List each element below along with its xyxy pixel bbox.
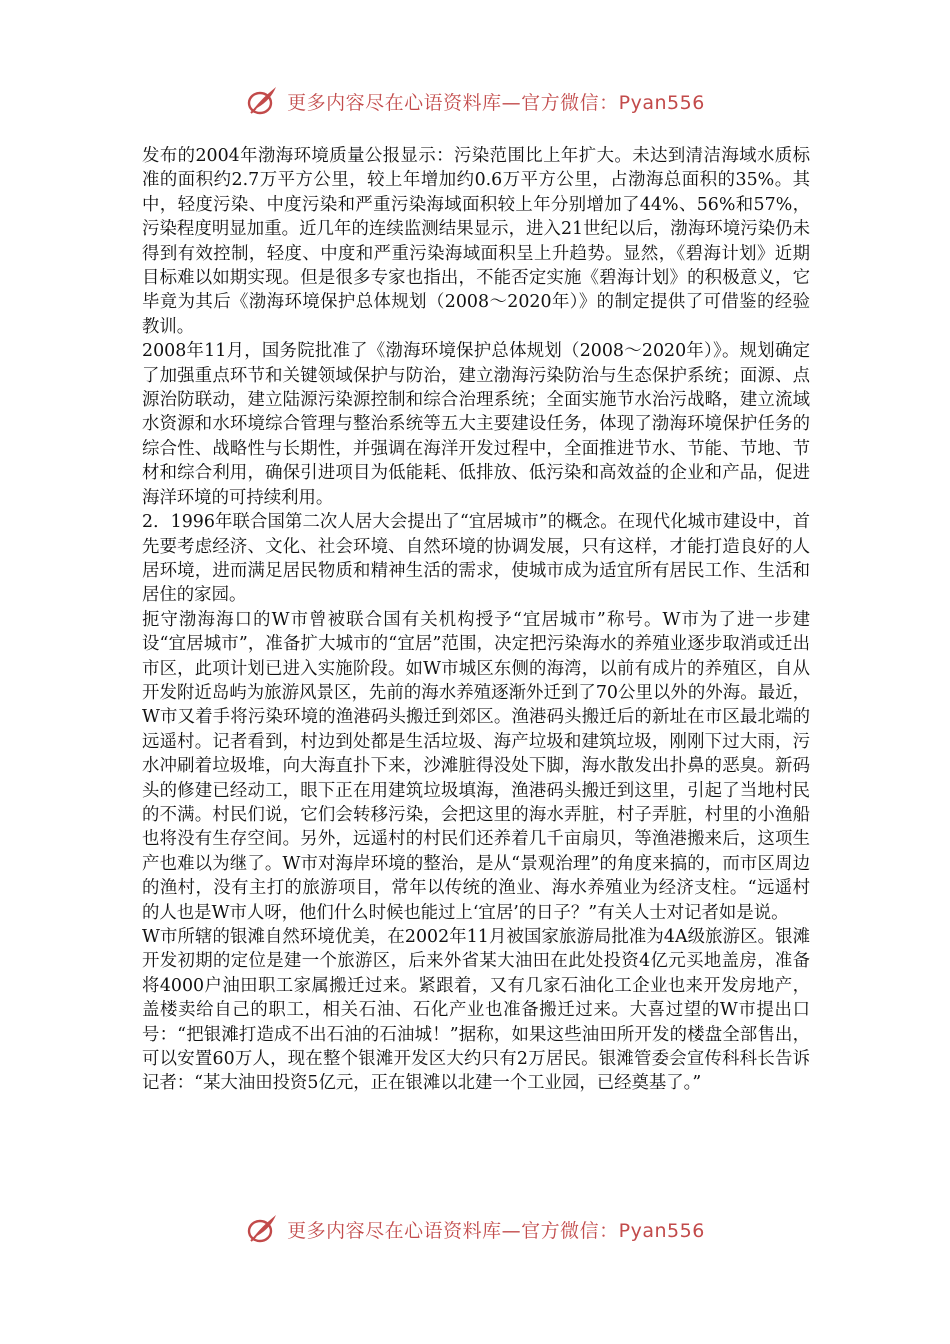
paragraph-livable-city-concept: 2．1996年联合国第二次人居大会提出了“宜居城市”的概念。在现代化城市建设中，首先要考虑经济、文化、社会环境、自然环境的协调发展，只有这样，才能打造良好的人居环境，进而满足居民物质和精神生活的需求，使城市成为适宜所有居民工作、生活和居住的家园。	[142, 512, 810, 606]
quill-logo-icon	[245, 84, 279, 118]
footer-watermark	[0, 1212, 950, 1246]
document-body	[142, 144, 810, 1096]
watermark-text: 更多内容尽在心语资料库—官方微信：Pyan556	[287, 1219, 705, 1242]
paragraph-w-city-relocation: 扼守渤海海口的W市曾被联合国有关机构授予“宜居城市”称号。W市为了进一步建设“宜居城市”，准备扩大城市的“宜居”范围，决定把污染海水的养殖业逐步取消或迁出市区，此项计划已进入实施阶段。如W市城区东侧的海湾，以前有成片的养殖区，自从开发附近岛屿为旅游风景区，先前的海水养殖逐渐外迁到了70公里以外的外海。最近，W市又着手将污染环境的渔港码头搬迁到郊区。渔港码头搬迁后的新址在市区最北端的远遥村。记者看到，村边到处都是生活垃圾、海产垃圾和建筑垃圾，刚刚下过大雨，污水冲刷着垃圾堆，向大海直扑下来，沙滩脏得没处下脚，海水散发出扑鼻的恶臭。新码头的修建已经动工，眼下正在用建筑垃圾填海，渔港码头搬迁到这里，引起了当地村民的不满。村民们说，它们会转移污染，会把这里的海水弄脏，村子弄脏，村里的小渔船也将没有生存空间。另外，远遥村的村民们还养着几千亩扇贝，等渔港搬来后，这项生产也难以为继了。W市对海岸环境的整治，是从“景观治理”的角度来搞的，而市区周边的渔村，没有主打的旅游项目，常年以传统的渔业、海水养殖业为经济支柱。“远遥村的人也是W市人呀，他们什么时候也能过上‘宜居’的日子？”有关人士对记者如是说。	[142, 609, 810, 923]
paragraph-bohai-report: 发布的2004年渤海环境质量公报显示：污染范围比上年扩大。未达到清洁海域水质标准的面积约2.7万平方公里，较上年增加约0.6万平方公里，占渤海总面积的35%。其中，轻度污染、中度污染和严重污染海域面积较上年分别增加了44%、56%和57%，污染程度明显加重。近几年的连续监测结果显示，进入21世纪以后，渤海环境污染仍未得到有效控制，轻度、中度和严重污染海域面积呈上升趋势。显然，《碧海计划》近期目标难以如期实现。但是很多专家也指出，不能否定实施《碧海计划》的积极意义，它毕竟为其后《渤海环境保护总体规划（2008～2020年）》的制定提供了可借鉴的经验教训。	[142, 146, 810, 337]
paragraph-bohai-plan: 2008年11月，国务院批准了《渤海环境保护总体规划（2008～2020年）》。规划确定了加强重点环节和关键领域保护与防治，建立渤海污染防治与生态保护系统；面源、点源治防联动，建立陆源污染源控制和综合治理系统；全面实施节水治污战略，建立流域水资源和水环境综合管理与整治系统等五大主要建设任务，体现了渤海环境保护任务的综合性、战略性与长期性，并强调在海洋开发过程中，全面推进节水、节能、节地、节材和综合利用，确保引进项目为低能耗、低排放、低污染和高效益的企业和产品，促进海洋环境的可持续利用。	[142, 341, 810, 508]
header-watermark	[0, 84, 950, 118]
watermark-text: 更多内容尽在心语资料库—官方微信：Pyan556	[287, 91, 705, 114]
paragraph-yintan-development: W市所辖的银滩自然环境优美，在2002年11月被国家旅游局批准为4A级旅游区。银滩开发初期的定位是建一个旅游区，后来外省某大油田在此处投资4亿元买地盖房，准备将4000户油田职工家属搬迁过来。紧跟着，又有几家石油化工企业也来开发房地产，盖楼卖给自己的职工，相关石油、石化产业也准备搬迁过来。大喜过望的W市提出口号：“把银滩打造成不出石油的石油城！”据称，如果这些油田所开发的楼盘全部售出，可以安置60万人，现在整个银滩开发区大约只有2万居民。银滩管委会宣传科科长告诉记者：“某大油田投资5亿元，正在银滩以北建一个工业园，已经奠基了。”	[142, 927, 810, 1094]
quill-logo-icon	[245, 1212, 279, 1246]
